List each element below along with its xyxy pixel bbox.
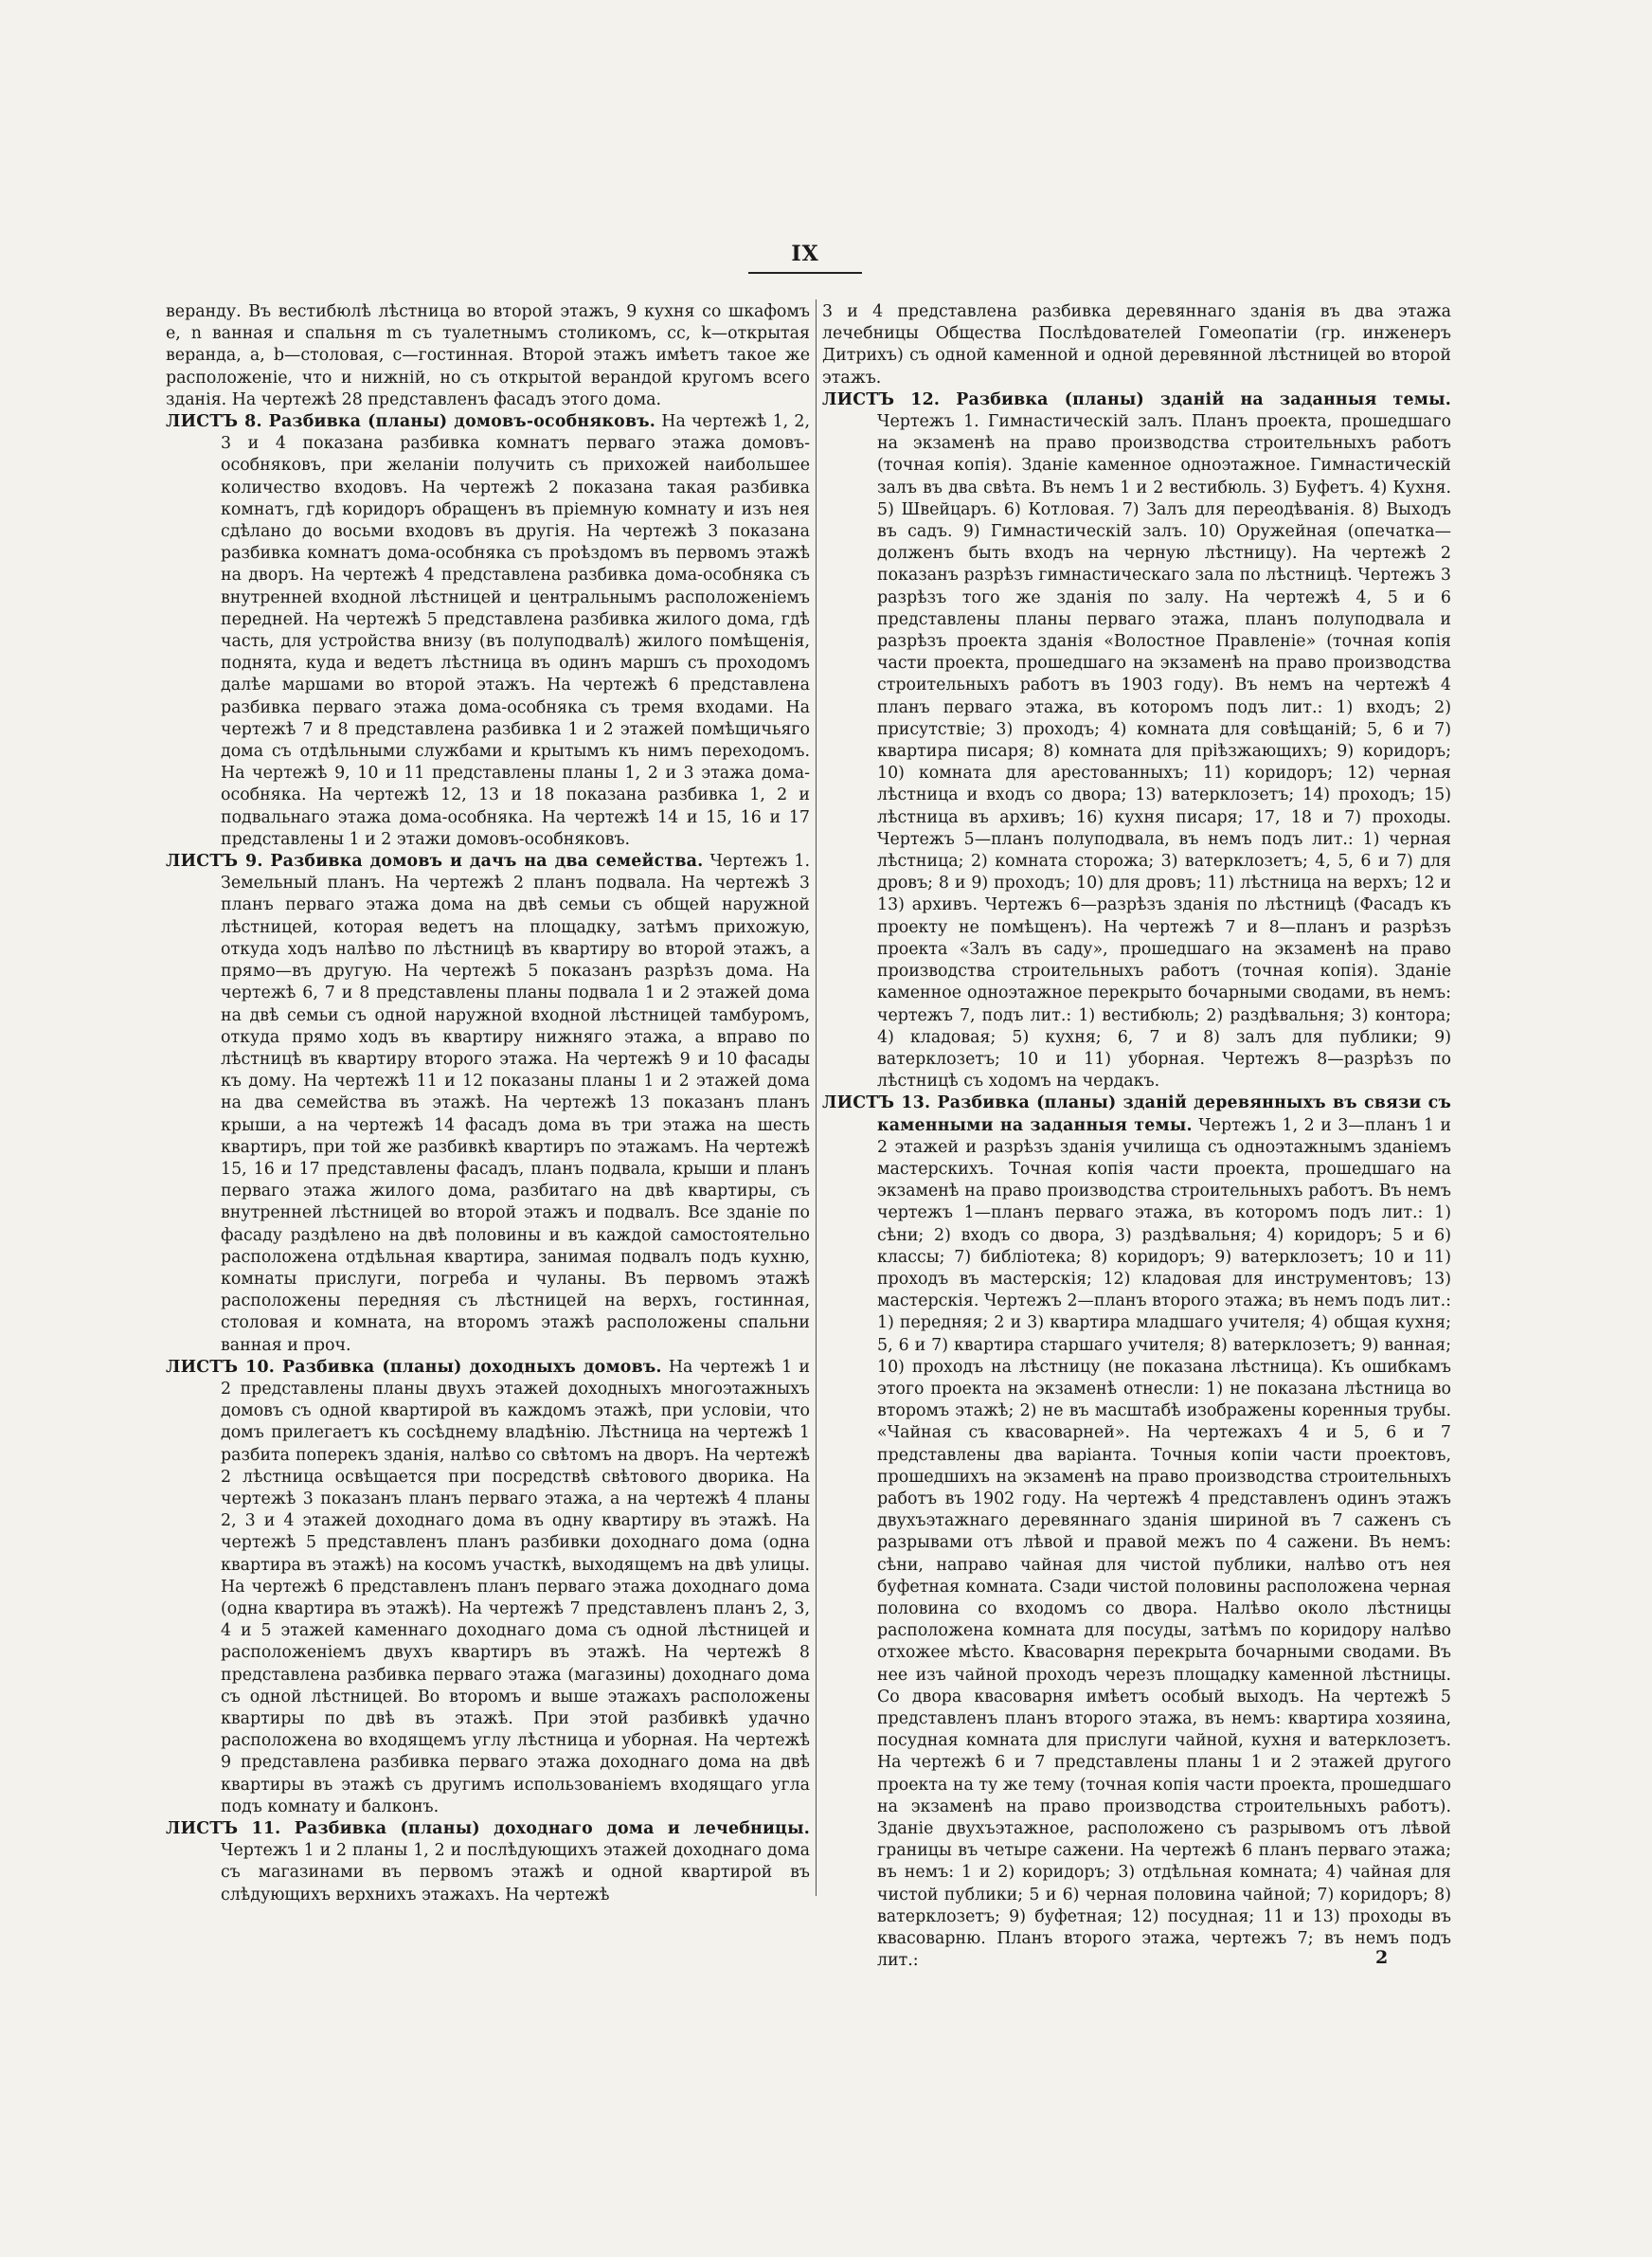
page-number-top: IX [748, 242, 862, 274]
sheet-11-entry [166, 1818, 810, 1906]
sheet-13-entry [822, 1092, 1451, 1972]
sheet-10-heading: ЛИСТЪ 10. Разбивка (планы) доходныхъ домовъ. [166, 1357, 662, 1377]
sheet-8-text: На чертежѣ 1, 2, 3 и 4 показана разбивка комнатъ перваго этажа домовъ-особняковъ, при желаніи получить съ прихожей наибольшее количество входовъ. На чертежѣ 2 показана такая разбивка комнатъ, гдѣ коридоръ обращенъ въ пріемную комнату и изъ нея сдѣлано до восьми входовъ въ другія. На чертежѣ 3 показана разбивка комнатъ дома-особняка съ проѣздомъ въ первомъ этажѣ на дворъ. На чертежѣ 4 представлена разбивка дома-особняка съ внутренней входной лѣстницей и центральнымъ расположеніемъ передней. На чертежѣ 5 представлена разбивка жилого дома, гдѣ часть, для устройства внизу (въ полуподвалѣ) жилого помѣщенія, поднята, куда и ведетъ лѣстница въ одинъ маршъ съ проходомъ далѣе маршами во второй этажъ. На чертежѣ 6 представлена разбивка перваго этажа дома-особняка съ тремя входами. На чертежѣ 7 и 8 представлена разбивка 1 и 2 этажей помѣщичьяго дома съ отдѣльными службами и крытымъ къ нимъ переходомъ. На чертежѣ 9, 10 и 11 представлены планы 1, 2 и 3 этажа дома-особняка. На чертежѣ 12, 13 и 18 показана разбивка 1, 2 и подвальнаго этажа дома-особняка. На чертежѣ 14 и 15, 16 и 17 представлены 1 и 2 этажи домовъ-особняковъ. [221, 412, 811, 849]
sheet-12-entry [822, 389, 1451, 1093]
sheet-8-entry [166, 411, 810, 851]
column-divider [816, 299, 817, 1896]
sheet-10-text: На чертежѣ 1 и 2 представлены планы двухъ этажей доходныхъ многоэтажныхъ домовъ съ одной квартирой въ каждомъ этажѣ, при условіи, что домъ прилегаетъ къ сосѣднему владѣнію. Лѣстница на чертежѣ 1 разбита поперекъ зданія, налѣво со свѣтомъ на дворъ. На чертежѣ 2 лѣстница освѣщается при посредствѣ свѣтового дворика. На чертежѣ 3 показанъ планъ перваго этажа, а на чертежѣ 4 планы 2, 3 и 4 этажей доходнаго дома въ одну квартиру въ этажѣ. На чертежѣ 5 представленъ планъ разбивки доходнаго дома (одна квартира въ этажѣ) на косомъ участкѣ, выходящемъ на двѣ улицы. На чертежѣ 6 представленъ планъ перваго этажа доходнаго дома (одна квартира въ этажѣ). На чертежѣ 7 представленъ планъ 2, 3, 4 и 5 этажей каменнаго доходнаго дома съ одной лѣстницей и расположеніемъ двухъ квартиръ въ этажѣ. На чертежѣ 8 представлена разбивка перваго этажа (магазины) доходнаго дома съ одной лѣстницей. Во второмъ и выше этажахъ расположены квартиры по двѣ въ этажѣ. При этой разбивкѣ удачно расположена во входящемъ углу лѣстница и уборная. На чертежѣ 9 представлена разбивка перваго этажа доходнаго дома на двѣ квартиры въ этажѣ съ другимъ использованіемъ входящаго угла подъ комнату и балконъ. [221, 1357, 811, 1816]
sheet-13-heading: ЛИСТЪ 13. Разбивка (планы) зданій деревянныхъ въ связи съ каменными на заданныя темы. [822, 1093, 1451, 1135]
sheet-12-heading: ЛИСТЪ 12. Разбивка (планы) зданій на заданныя темы. [822, 389, 1451, 409]
sheet-9-heading: ЛИСТЪ 9. Разбивка домовъ и дачъ на два семейства. [166, 852, 704, 872]
sheet-8-heading: ЛИСТЪ 8. Разбивка (планы) домовъ-особняковъ. [166, 412, 656, 432]
continued-paragraph-right: 3 и 4 представлена разбивка деревяннаго зданія въ два этажа лечебницы Общества Послѣдователей Гомеопатіи (гр. инженеръ Дитрихъ) съ одной каменной и одной деревянной лѣстницей во второй этажъ. [822, 302, 1451, 388]
sheet-12-text: Чертежъ 1. Гимнастическій залъ. Планъ проекта, прошедшаго на экзаменѣ на право производства строительныхъ работъ (точная копія). Зданіе каменное одноэтажное. Гимнастическій залъ въ два свѣта. Въ немъ 1 и 2 вестибюль. 3) Буфетъ. 4) Кухня. 5) Швейцаръ. 6) Котловая. 7) Залъ для переодѣванія. 8) Выходъ въ садъ. 9) Гимнастическій залъ. 10) Оружейная (опечатка—долженъ быть входъ на черную лѣстницу). На чертежѣ 2 показанъ разрѣзъ гимнастическаго зала по лѣстницѣ. Чертежъ 3 разрѣзъ того же зданія по залу. На чертежѣ 4, 5 и 6 представлены планы перваго этажа, планъ полуподвала и разрѣзъ проекта зданія «Волостное Правленіе» (точная копія части проекта, прошедшаго на экзаменѣ на право производства строительныхъ работъ въ 1903 году). Въ немъ на чертежѣ 4 планъ перваго этажа, въ которомъ подъ лит.: 1) входъ; 2) присутствіе; 3) проходъ; 4) комната для совѣщаній; 5, 6 и 7) квартира писаря; 8) комната для пріѣзжающихъ; 9) коридоръ; 10) комната для арестованныхъ; 11) коридоръ; 12) черная лѣстница и входъ со двора; 13) ватерклозетъ; 14) проходъ; 15) лѣстница въ архивъ; 16) кухня писаря; 17, 18 и 7) проходы. Чертежъ 5—планъ полуподвала, въ немъ подъ лит.: 1) черная лѣстница; 2) комната сторожа; 3) ватерклозетъ; 4, 5, 6 и 7) для дровъ; 8 и 9) проходъ; 10) для дровъ; 11) лѣстница на верхъ; 12 и 13) архивъ. Чертежъ 6—разрѣзъ зданія по лѣстницѣ (Фасадъ къ проекту не помѣщенъ). На чертежѣ 7 и 8—планъ и разрѣзъ проекта «Залъ въ саду», прошедшаго на экзаменѣ на право производства строительныхъ работъ (точная копія). Зданіе каменное одноэтажное перекрыто бочарными сводами, въ немъ: чертежъ 7, подъ лит.: 1) вестибюль; 2) раздѣвальня; 3) контора; 4) кладовая; 5) кухня; 6, 7 и 8) залъ для публики; 9) ватерклозетъ; 10 и 11) уборная. Чертежъ 8—разрѣзъ по лѣстницѣ съ ходомъ на чердакъ. [877, 412, 1451, 1092]
left-column [166, 301, 810, 1906]
right-column [822, 301, 1451, 1972]
sheet-13-text: Чертежъ 1, 2 и 3—планъ 1 и 2 этажей и разрѣзъ зданія училища съ одноэтажнымъ зданіемъ мастерскихъ. Точная копія части проекта, прошедшаго на экзаменѣ на право производства строительныхъ работъ. Въ немъ чертежъ 1—планъ перваго этажа, въ которомъ подъ лит.: 1) сѣни; 2) входъ со двора, 3) раздѣвальня; 4) коридоръ; 5 и 6) классы; 7) библіотека; 8) коридоръ; 9) ватерклозетъ; 10 и 11) проходъ въ мастерскія; 12) кладовая для инструментовъ; 13) мастерскія. Чертежъ 2—планъ второго этажа; въ немъ подъ лит.: 1) передняя; 2 и 3) квартира младшаго учителя; 4) общая кухня; 5, 6 и 7) квартира старшаго учителя; 8) ватерклозетъ; 9) ванная; 10) проходъ на лѣстницу (не показана лѣстница). Къ ошибкамъ этого проекта на экзаменѣ отнесли: 1) не показана лѣстница во второмъ этажѣ; 2) не въ масштабѣ изображены коренныя трубы. «Чайная съ квасоварней». На чертежахъ 4 и 5, 6 и 7 представлены два варіанта. Точныя копіи части проектовъ, прошедшихъ на экзаменѣ на право производства строительныхъ работъ въ 1902 году. На чертежѣ 4 представленъ одинъ этажъ двухъэтажнаго деревяннаго зданія шириной въ 7 саженъ съ разрывами отъ лѣвой и правой межъ по 4 сажени. Въ немъ: сѣни, направо чайная для чистой публики, налѣво отъ нея буфетная комната. Сзади чистой половины расположена черная половина со входомъ со двора. Налѣво около лѣстницы расположена комната для посуды, затѣмъ по коридору налѣво отхожее мѣсто. Квасоварня перекрыта бочарными сводами. Въ нее изъ чайной проходъ черезъ площадку каменной лѣстницы. Со двора квасоварня имѣетъ особый выходъ. На чертежѣ 5 представленъ планъ второго этажа, въ немъ: квартира хозяина, посудная комната для прислуги чайной, кухня и ватерклозетъ. На чертежѣ 6 и 7 представлены планы 1 и 2 этажей другого проекта на ту же тему (точная копія части проекта, прошедшаго на экзаменѣ на право производства строительныхъ работъ). Зданіе двухъэтажное, расположено съ разрывомъ отъ лѣвой границы въ четыре сажени. На чертежѣ 6 планъ перваго этажа; въ немъ: 1 и 2) коридоръ; 3) отдѣльная комната; 4) чайная для чистой публики; 5 и 6) черная половина чайной; 7) коридоръ; 8) ватерклозетъ; 9) буфетная; 12) посудная; 11 и 13) проходы въ квасоварню. Планъ второго этажа, чертежъ 7; въ немъ подъ лит.: [877, 1115, 1452, 1971]
sheet-11-heading: ЛИСТЪ 11. Разбивка (планы) доходнаго дома и лечебницы. [166, 1819, 810, 1839]
page-number-bottom: 2 [1375, 1947, 1389, 1968]
sheet-9-text: Чертежъ 1. Земельный планъ. На чертежѣ 2 планъ подвала. На чертежѣ 3 планъ перваго этажа дома на двѣ семьи съ общей наружной лѣстницей, которая ведетъ на площадку, затѣмъ прихожую, откуда ходъ налѣво по лѣстницѣ въ квартиру во второй этажъ, а прямо—въ другую. На чертежѣ 5 показанъ разрѣзъ дома. На чертежѣ 6, 7 и 8 представлены планы подвала 1 и 2 этажей дома на двѣ семьи съ одной наружной входной лѣстницей тамбуромъ, откуда прямо ходъ въ квартиру нижняго этажа, а вправо по лѣстницѣ въ квартиру второго этажа. На чертежѣ 9 и 10 фасады къ дому. На чертежѣ 11 и 12 показаны планы 1 и 2 этажей дома на два семейства въ этажѣ. На чертежѣ 13 показанъ планъ крыши, а на чертежѣ 14 фасадъ дома въ три этажа на шесть квартиръ, при той же разбивкѣ квартиръ по этажамъ. На чертежѣ 15, 16 и 17 представлены фасадъ, планъ подвала, крыши и планъ перваго этажа жилого дома, разбитаго на двѣ квартиры, съ внутренней лѣстницей во второй этажъ и подвалъ. Все зданіе по фасаду раздѣлено на двѣ половины и въ каждой самостоятельно расположена отдѣльная квартира, занимая подвалъ подъ кухню, комнаты прислуги, погреба и чуланы. Въ первомъ этажѣ расположены передняя съ лѣстницей на верхъ, гостинная, столовая и комната, на второмъ этажѣ расположены спальни ванная и проч. [221, 852, 810, 1355]
sheet-10-entry [166, 1357, 810, 1818]
continued-paragraph: веранду. Въ вестибюлѣ лѣстница во второй этажъ, 9 кухня со шкафомъ e, n ванная и спальня m съ туалетнымъ столикомъ, cc, k—открытая веранда, a, b—столовая, c—гостинная. Второй этажъ имѣетъ такое же расположеніе, что и нижній, но съ открытой верандой кругомъ всего зданія. На чертежѣ 28 представленъ фасадъ этого дома. [166, 302, 810, 409]
sheet-11-text: Чертежъ 1 и 2 планы 1, 2 и послѣдующихъ этажей доходнаго дома съ магазинами въ первомъ этажѣ и одной квартирой въ слѣдующихъ верхнихъ этажахъ. На чертежѣ [221, 1841, 810, 1905]
sheet-9-entry [166, 851, 810, 1357]
